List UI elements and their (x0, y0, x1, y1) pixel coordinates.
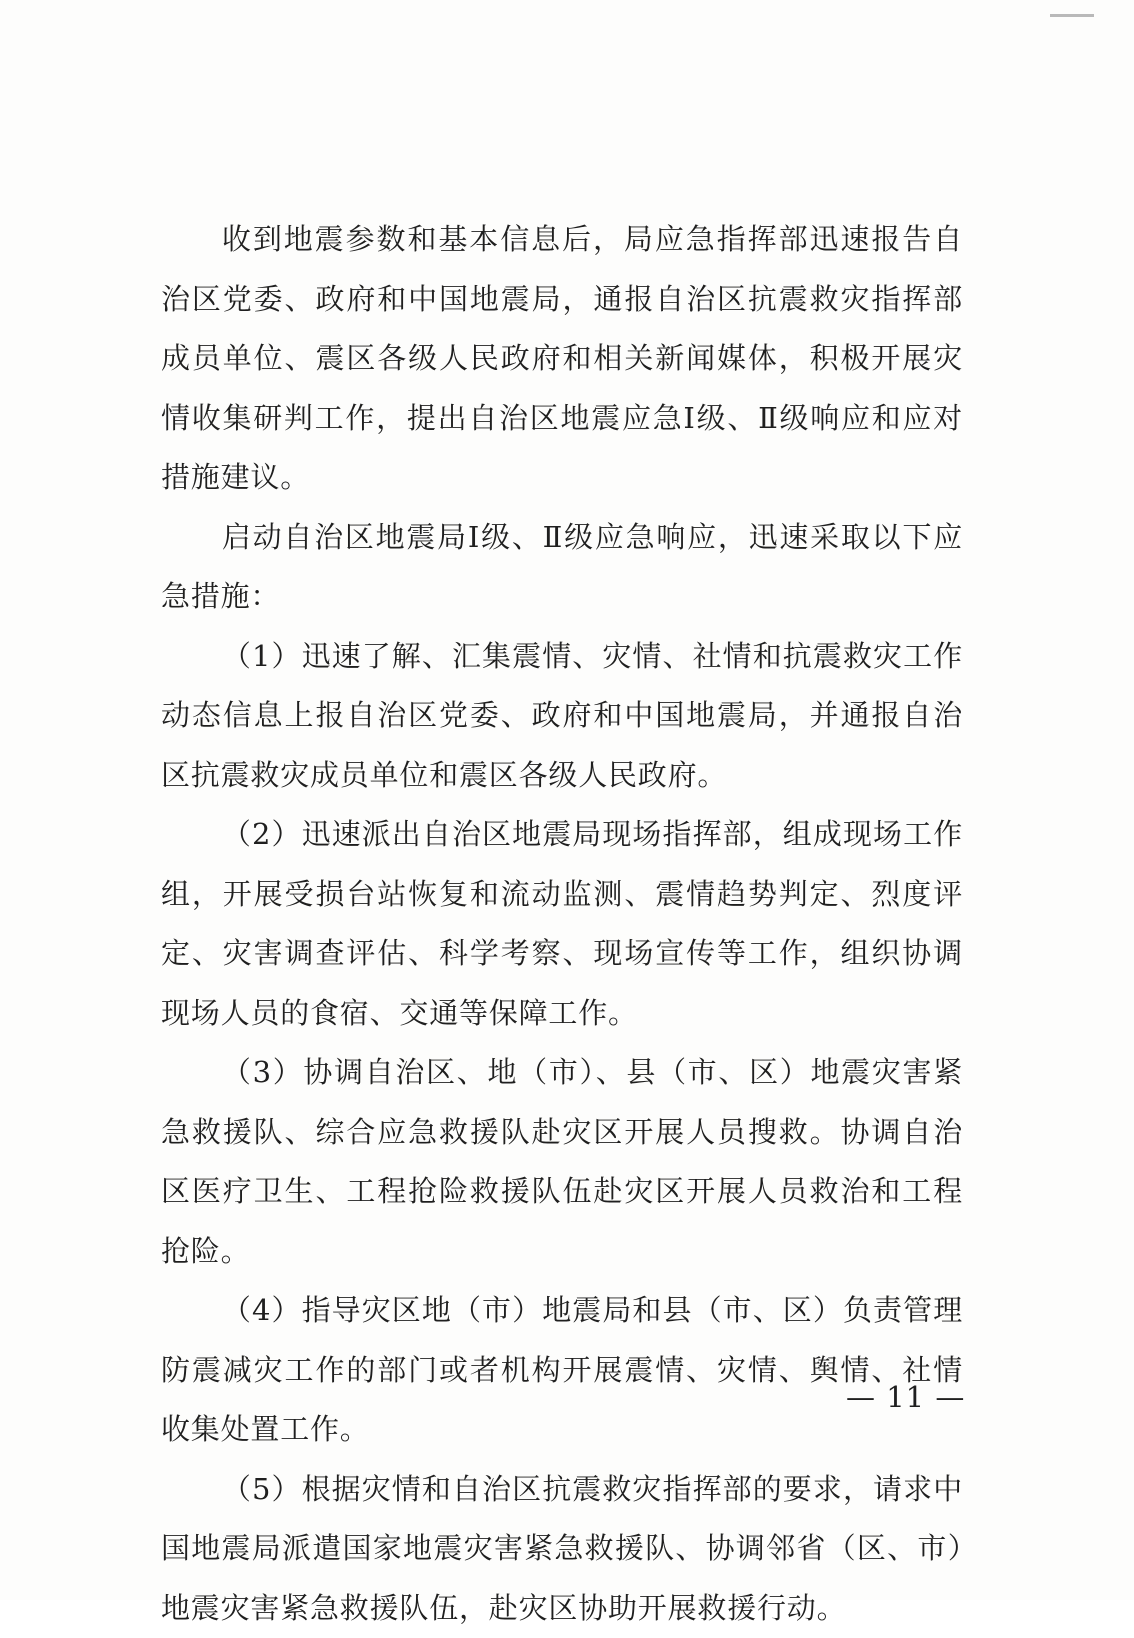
paragraph-response-start: 启动自治区地震局Ⅰ级、Ⅱ级应急响应，迅速采取以下应急措施： (161, 508, 963, 627)
paragraph-measure-1: （1）迅速了解、汇集震情、灾情、社情和抗震救灾工作动态信息上报自治区党委、政府和中国地震局，并通报自治区抗震救灾成员单位和震区各级人民政府。 (161, 627, 963, 806)
paragraph-measure-2: （2）迅速派出自治区地震局现场指挥部，组成现场工作组，开展受损台站恢复和流动监测、震情趋势判定、烈度评定、灾害调查评估、科学考察、现场宣传等工作，组织协调现场人员的食宿、交通等保障工作。 (161, 805, 963, 1043)
scan-edge-mark (1050, 14, 1094, 17)
paragraph-report-notify: 收到地震参数和基本信息后，局应急指挥部迅速报告自治区党委、政府和中国地震局，通报自治区抗震救灾指挥部成员单位、震区各级人民政府和相关新闻媒体，积极开展灾情收集研判工作，提出自治区地震应急Ⅰ级、Ⅱ级响应和应对措施建议。 (161, 210, 963, 508)
page-number: — 11 — (846, 1377, 965, 1417)
paragraph-measure-4: （4）指导灾区地（市）地震局和县（市、区）负责管理防震减灾工作的部门或者机构开展震情、灾情、舆情、社情收集处置工作。 (161, 1281, 963, 1460)
paragraph-measure-5: （5）根据灾情和自治区抗震救灾指挥部的要求，请求中国地震局派遣国家地震灾害紧急救援队、协调邻省（区、市）地震灾害紧急救援队伍，赴灾区协助开展救援行动。 (161, 1460, 963, 1638)
paragraph-measure-3: （3）协调自治区、地（市）、县（市、区）地震灾害紧急救援队、综合应急救援队赴灾区开展人员搜救。协调自治区医疗卫生、工程抢险救援队伍赴灾区开展人员救治和工程抢险。 (161, 1043, 963, 1281)
body-text (161, 210, 963, 1638)
